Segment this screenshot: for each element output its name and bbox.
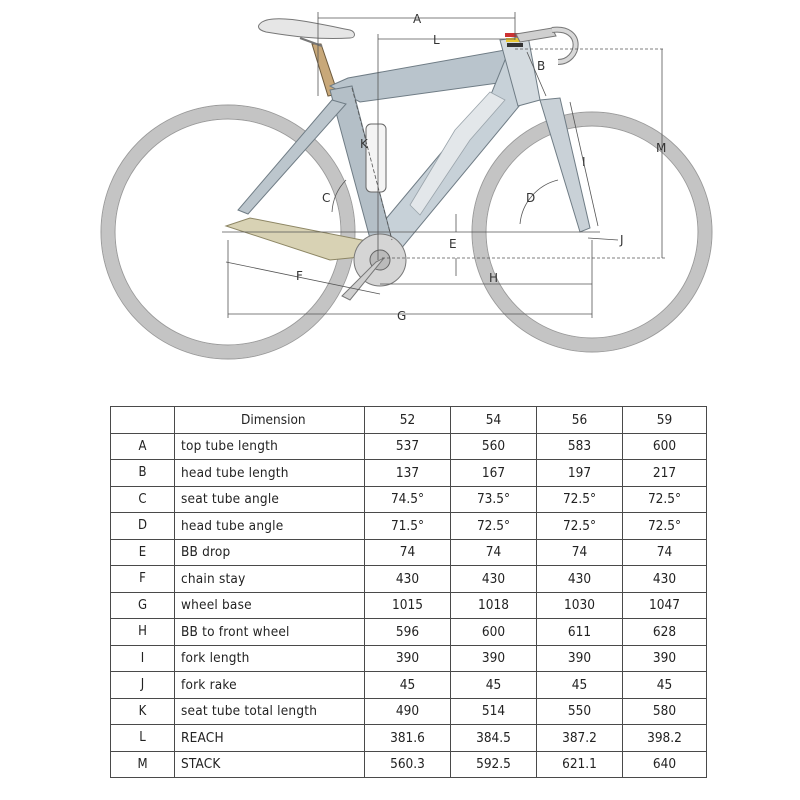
row-value-size-56: 45: [537, 672, 623, 699]
row-value-size-52: 596: [365, 619, 451, 646]
table-row: [111, 460, 707, 487]
row-value-size-56: 72.5°: [537, 486, 623, 513]
row-value-size-56: 583: [537, 433, 623, 460]
label-a: A: [413, 12, 422, 26]
row-value-size-59: 640: [623, 751, 707, 778]
row-dimension-name: seat tube total length: [175, 698, 365, 725]
row-code: B: [111, 460, 175, 487]
table-row: [111, 751, 707, 778]
bike-geometry-diagram: [0, 0, 800, 390]
row-code: I: [111, 645, 175, 672]
row-value-size-59: 580: [623, 698, 707, 725]
row-value-size-56: 72.5°: [537, 513, 623, 540]
label-b: B: [537, 59, 546, 73]
row-code: M: [111, 751, 175, 778]
row-value-size-59: 600: [623, 433, 707, 460]
row-value-size-54: 514: [451, 698, 537, 725]
label-e: E: [449, 237, 457, 251]
row-code: K: [111, 698, 175, 725]
row-code: C: [111, 486, 175, 513]
row-dimension-name: top tube length: [175, 433, 365, 460]
header-code-cell: [111, 407, 175, 434]
row-value-size-59: 628: [623, 619, 707, 646]
row-code: A: [111, 433, 175, 460]
row-dimension-name: BB drop: [175, 539, 365, 566]
row-value-size-52: 560.3: [365, 751, 451, 778]
water-bottle: [366, 124, 386, 192]
header-size-56: 56: [537, 407, 623, 434]
row-value-size-59: 430: [623, 566, 707, 593]
header-dimension: Dimension: [175, 407, 365, 434]
row-value-size-52: 390: [365, 645, 451, 672]
label-k: K: [360, 137, 368, 151]
row-value-size-52: 381.6: [365, 725, 451, 752]
table-row: [111, 486, 707, 513]
row-value-size-54: 390: [451, 645, 537, 672]
table-row: [111, 592, 707, 619]
row-value-size-54: 1018: [451, 592, 537, 619]
row-code: F: [111, 566, 175, 593]
row-code: E: [111, 539, 175, 566]
row-value-size-54: 560: [451, 433, 537, 460]
row-value-size-59: 390: [623, 645, 707, 672]
row-value-size-52: 537: [365, 433, 451, 460]
row-value-size-59: 74: [623, 539, 707, 566]
row-value-size-56: 197: [537, 460, 623, 487]
row-value-size-52: 74: [365, 539, 451, 566]
row-value-size-56: 430: [537, 566, 623, 593]
row-value-size-59: 45: [623, 672, 707, 699]
label-c: C: [322, 191, 331, 205]
header-size-52: 52: [365, 407, 451, 434]
table-row: [111, 433, 707, 460]
row-value-size-56: 611: [537, 619, 623, 646]
row-value-size-59: 398.2: [623, 725, 707, 752]
row-dimension-name: STACK: [175, 751, 365, 778]
row-dimension-name: fork rake: [175, 672, 365, 699]
table-body: [111, 433, 707, 778]
table-row: [111, 566, 707, 593]
header-size-54: 54: [451, 407, 537, 434]
row-value-size-56: 1030: [537, 592, 623, 619]
geometry-table: [110, 406, 707, 778]
row-dimension-name: head tube length: [175, 460, 365, 487]
row-code: G: [111, 592, 175, 619]
saddle: [259, 19, 355, 46]
table-row: [111, 645, 707, 672]
row-value-size-52: 45: [365, 672, 451, 699]
table-row: [111, 619, 707, 646]
row-code: H: [111, 619, 175, 646]
table-row: [111, 513, 707, 540]
row-value-size-59: 72.5°: [623, 513, 707, 540]
label-l: L: [433, 33, 440, 47]
row-code: D: [111, 513, 175, 540]
row-dimension-name: head tube angle: [175, 513, 365, 540]
row-dimension-name: BB to front wheel: [175, 619, 365, 646]
row-value-size-54: 592.5: [451, 751, 537, 778]
label-m: M: [656, 141, 667, 155]
row-value-size-54: 72.5°: [451, 513, 537, 540]
row-value-size-54: 600: [451, 619, 537, 646]
frame: [226, 33, 590, 260]
row-value-size-54: 167: [451, 460, 537, 487]
row-dimension-name: chain stay: [175, 566, 365, 593]
row-value-size-52: 71.5°: [365, 513, 451, 540]
row-value-size-56: 387.2: [537, 725, 623, 752]
label-d: D: [526, 191, 536, 205]
row-value-size-56: 390: [537, 645, 623, 672]
row-dimension-name: fork length: [175, 645, 365, 672]
row-dimension-name: wheel base: [175, 592, 365, 619]
row-value-size-52: 490: [365, 698, 451, 725]
row-value-size-54: 45: [451, 672, 537, 699]
row-value-size-54: 384.5: [451, 725, 537, 752]
label-g: G: [397, 309, 407, 323]
row-value-size-54: 74: [451, 539, 537, 566]
table-row: [111, 672, 707, 699]
row-value-size-59: 72.5°: [623, 486, 707, 513]
row-value-size-54: 73.5°: [451, 486, 537, 513]
row-value-size-59: 1047: [623, 592, 707, 619]
row-value-size-59: 217: [623, 460, 707, 487]
row-value-size-52: 1015: [365, 592, 451, 619]
row-value-size-56: 74: [537, 539, 623, 566]
table-header-row: [111, 407, 707, 434]
row-value-size-54: 430: [451, 566, 537, 593]
table-row: [111, 698, 707, 725]
row-value-size-52: 74.5°: [365, 486, 451, 513]
label-i: I: [582, 155, 586, 169]
table-row: [111, 539, 707, 566]
label-h: H: [489, 271, 499, 285]
row-value-size-52: 430: [365, 566, 451, 593]
row-value-size-52: 137: [365, 460, 451, 487]
label-j: J: [620, 233, 624, 247]
row-code: J: [111, 672, 175, 699]
header-size-59: 59: [623, 407, 707, 434]
table-row: [111, 725, 707, 752]
label-f: F: [296, 269, 303, 283]
row-dimension-name: REACH: [175, 725, 365, 752]
row-code: L: [111, 725, 175, 752]
row-value-size-56: 621.1: [537, 751, 623, 778]
row-dimension-name: seat tube angle: [175, 486, 365, 513]
row-value-size-56: 550: [537, 698, 623, 725]
